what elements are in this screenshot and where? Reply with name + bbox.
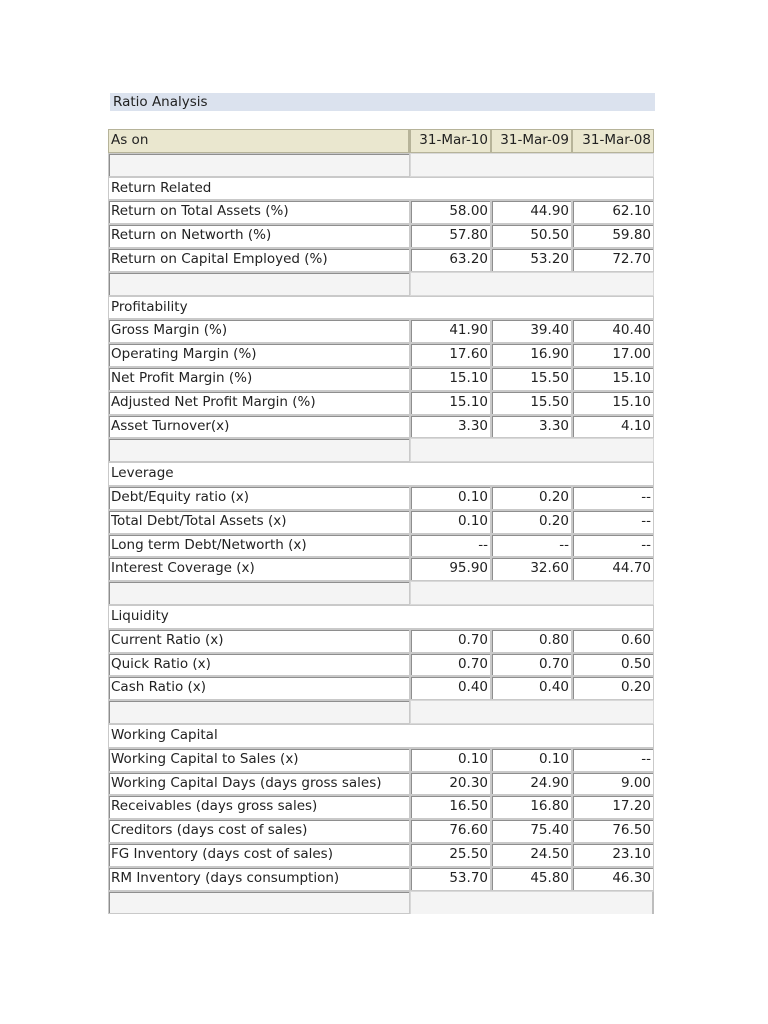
table-row: [108, 534, 654, 558]
table-row: [108, 653, 654, 677]
row-label: Creditors (days cost of sales): [108, 819, 410, 843]
value-cell: 0.10: [410, 748, 491, 772]
value-cell: 15.50: [491, 391, 572, 415]
table-row: [108, 748, 654, 772]
value-cell: 0.20: [572, 676, 654, 700]
value-cell: 39.40: [491, 319, 572, 343]
value-cell: 58.00: [410, 200, 491, 224]
row-label: Current Ratio (x): [108, 629, 410, 653]
spacer-cell: [108, 153, 410, 177]
row-label: Adjusted Net Profit Margin (%): [108, 391, 410, 415]
table-row: [108, 629, 654, 653]
row-label: Quick Ratio (x): [108, 653, 410, 677]
spacer-cell: [108, 891, 410, 915]
value-cell: 24.90: [491, 772, 572, 796]
value-cell: 57.80: [410, 224, 491, 248]
row-label: Total Debt/Total Assets (x): [108, 510, 410, 534]
spacer-fill: [410, 581, 654, 605]
value-cell: 0.70: [410, 653, 491, 677]
value-cell: 76.60: [410, 819, 491, 843]
value-cell: 16.50: [410, 795, 491, 819]
section-title: Ratio Analysis: [110, 93, 655, 111]
value-cell: 53.20: [491, 248, 572, 272]
value-cell: 95.90: [410, 557, 491, 581]
value-cell: 0.60: [572, 629, 654, 653]
value-cell: 45.80: [491, 867, 572, 891]
value-cell: 0.70: [410, 629, 491, 653]
table-row: [108, 200, 654, 224]
value-cell: 17.20: [572, 795, 654, 819]
value-cell: --: [572, 748, 654, 772]
value-cell: 4.10: [572, 415, 654, 439]
value-cell: --: [572, 534, 654, 558]
value-cell: 53.70: [410, 867, 491, 891]
spacer-row: [108, 700, 654, 724]
value-cell: 44.90: [491, 200, 572, 224]
table-row: [108, 486, 654, 510]
spacer-row: [108, 153, 654, 177]
group-label: Working Capital: [108, 724, 654, 748]
row-label: Net Profit Margin (%): [108, 367, 410, 391]
spacer-fill: [410, 153, 654, 177]
value-cell: 0.70: [491, 653, 572, 677]
value-cell: 41.90: [410, 319, 491, 343]
value-cell: 17.00: [572, 343, 654, 367]
value-cell: 15.10: [410, 391, 491, 415]
row-label: Return on Networth (%): [108, 224, 410, 248]
value-cell: 0.50: [572, 653, 654, 677]
table-row: [108, 843, 654, 867]
value-cell: 16.80: [491, 795, 572, 819]
group-row: [108, 724, 654, 748]
row-label: Cash Ratio (x): [108, 676, 410, 700]
table-row: [108, 248, 654, 272]
spacer-fill: [410, 438, 654, 462]
value-cell: --: [572, 510, 654, 534]
spacer-fill: [410, 700, 654, 724]
table-row: [108, 557, 654, 581]
table-row: [108, 224, 654, 248]
value-cell: 24.50: [491, 843, 572, 867]
value-cell: 15.10: [410, 367, 491, 391]
value-cell: 46.30: [572, 867, 654, 891]
row-label: Working Capital to Sales (x): [108, 748, 410, 772]
group-label: Liquidity: [108, 605, 654, 629]
table-row: [108, 319, 654, 343]
table-row: [108, 510, 654, 534]
value-cell: 76.50: [572, 819, 654, 843]
group-row: [108, 462, 654, 486]
row-label: Interest Coverage (x): [108, 557, 410, 581]
value-cell: 20.30: [410, 772, 491, 796]
spacer-row: [108, 272, 654, 296]
value-cell: 50.50: [491, 224, 572, 248]
spacer-fill: [410, 891, 654, 915]
value-cell: 15.10: [572, 391, 654, 415]
header-col-2: 31-Mar-09: [491, 129, 572, 153]
value-cell: 3.30: [491, 415, 572, 439]
value-cell: 0.40: [491, 676, 572, 700]
group-label: Return Related: [108, 177, 654, 201]
value-cell: 0.10: [410, 510, 491, 534]
table-row: [108, 367, 654, 391]
spacer-row: [108, 891, 654, 915]
group-row: [108, 605, 654, 629]
spacer-row: [108, 581, 654, 605]
value-cell: 0.20: [491, 486, 572, 510]
row-label: FG Inventory (days cost of sales): [108, 843, 410, 867]
value-cell: --: [491, 534, 572, 558]
value-cell: --: [410, 534, 491, 558]
spacer-cell: [108, 438, 410, 462]
value-cell: 16.90: [491, 343, 572, 367]
spacer-cell: [108, 272, 410, 296]
value-cell: --: [572, 486, 654, 510]
row-label: Long term Debt/Networth (x): [108, 534, 410, 558]
value-cell: 3.30: [410, 415, 491, 439]
value-cell: 0.40: [410, 676, 491, 700]
value-cell: 0.80: [491, 629, 572, 653]
table-row: [108, 819, 654, 843]
row-label: Working Capital Days (days gross sales): [108, 772, 410, 796]
ratio-table: [108, 129, 654, 914]
value-cell: 44.70: [572, 557, 654, 581]
table-row: [108, 676, 654, 700]
group-label: Leverage: [108, 462, 654, 486]
group-label: Profitability: [108, 296, 654, 320]
header-as-on: As on: [108, 129, 410, 153]
row-label: Receivables (days gross sales): [108, 795, 410, 819]
row-label: Debt/Equity ratio (x): [108, 486, 410, 510]
value-cell: 0.10: [410, 486, 491, 510]
row-label: Asset Turnover(x): [108, 415, 410, 439]
value-cell: 17.60: [410, 343, 491, 367]
value-cell: 32.60: [491, 557, 572, 581]
table-row: [108, 795, 654, 819]
table-header-row: [108, 129, 654, 153]
value-cell: 40.40: [572, 319, 654, 343]
value-cell: 59.80: [572, 224, 654, 248]
row-label: RM Inventory (days consumption): [108, 867, 410, 891]
value-cell: 0.20: [491, 510, 572, 534]
row-label: Operating Margin (%): [108, 343, 410, 367]
spacer-cell: [108, 581, 410, 605]
group-row: [108, 177, 654, 201]
value-cell: 9.00: [572, 772, 654, 796]
row-label: Return on Capital Employed (%): [108, 248, 410, 272]
header-col-1: 31-Mar-10: [410, 129, 491, 153]
spacer-row: [108, 438, 654, 462]
row-label: Return on Total Assets (%): [108, 200, 410, 224]
value-cell: 75.40: [491, 819, 572, 843]
table-row: [108, 772, 654, 796]
table-row: [108, 343, 654, 367]
value-cell: 15.10: [572, 367, 654, 391]
group-row: [108, 296, 654, 320]
value-cell: 15.50: [491, 367, 572, 391]
value-cell: 25.50: [410, 843, 491, 867]
value-cell: 72.70: [572, 248, 654, 272]
value-cell: 63.20: [410, 248, 491, 272]
value-cell: 23.10: [572, 843, 654, 867]
table-row: [108, 867, 654, 891]
spacer-fill: [410, 272, 654, 296]
table-row: [108, 391, 654, 415]
value-cell: 0.10: [491, 748, 572, 772]
table-row: [108, 415, 654, 439]
row-label: Gross Margin (%): [108, 319, 410, 343]
value-cell: 62.10: [572, 200, 654, 224]
spacer-cell: [108, 700, 410, 724]
header-col-3: 31-Mar-08: [572, 129, 654, 153]
